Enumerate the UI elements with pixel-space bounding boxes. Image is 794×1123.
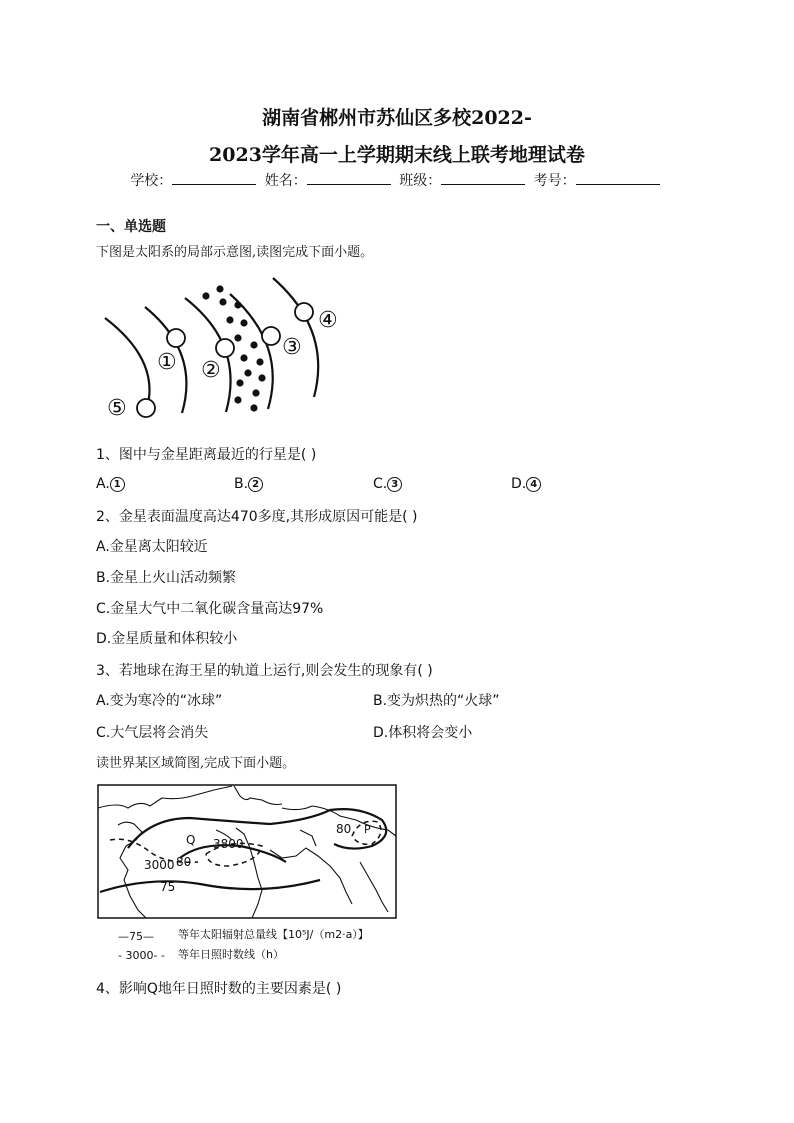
q3-option-b[interactable]: B.变为炽热的“火球” bbox=[373, 693, 500, 709]
title-line-2: 2023学年高一上学期期末线上联考地理试卷 bbox=[209, 144, 585, 166]
legend-text-sunshine: 等年日照时数线（h） bbox=[178, 948, 284, 961]
planet-3 bbox=[262, 327, 280, 345]
map-label-q: Q bbox=[186, 833, 196, 847]
q2-option-b[interactable]: B.金星上火山活动频繁 bbox=[96, 570, 237, 586]
circled-number: 4 bbox=[526, 477, 541, 492]
q1-option-a[interactable]: A. 1 bbox=[96, 476, 125, 492]
map-frame bbox=[98, 785, 396, 918]
label-1: ① bbox=[157, 350, 177, 375]
class-label: 班级： bbox=[399, 173, 442, 189]
q1-option-b[interactable]: B. 2 bbox=[234, 476, 263, 492]
label-4: ④ bbox=[318, 308, 338, 333]
label-2: ② bbox=[201, 358, 221, 383]
circled-number: 2 bbox=[248, 477, 263, 492]
circled-number: 1 bbox=[110, 477, 125, 492]
exam-number-label: 考号： bbox=[533, 173, 576, 189]
q1-option-c[interactable]: C. 3 bbox=[373, 476, 402, 492]
question-4: 4、影响Q地年日照时数的主要因素是( ) bbox=[96, 981, 342, 997]
q1-option-d[interactable]: D. 4 bbox=[511, 476, 541, 492]
planet-5 bbox=[137, 399, 155, 417]
question-2: 2、金星表面温度高达470多度,其形成原因可能是( ) bbox=[96, 509, 418, 525]
map-label-p: P bbox=[364, 823, 371, 836]
map-label-75: 75 bbox=[160, 880, 176, 894]
name-blank[interactable] bbox=[307, 170, 391, 185]
orbit-5 bbox=[105, 318, 149, 408]
question-3: 3、若地球在海王星的轨道上运行,则会发生的现象有( ) bbox=[96, 663, 433, 679]
map-label-80-east: 80 bbox=[336, 822, 352, 836]
q2-option-d[interactable]: D.金星质量和体积较小 bbox=[96, 631, 238, 647]
legend-symbol-radiation: —75— bbox=[118, 930, 154, 943]
map-label-80-west: 80 bbox=[176, 855, 192, 869]
question-1: 1、图中与金星距离最近的行星是( ) bbox=[96, 447, 317, 463]
planet-4 bbox=[295, 303, 313, 321]
exam-number-blank[interactable] bbox=[576, 170, 660, 185]
school-label: 学校： bbox=[130, 173, 173, 189]
circled-number: 3 bbox=[387, 477, 402, 492]
q3-option-c[interactable]: C.大气层将会消失 bbox=[96, 725, 209, 741]
class-blank[interactable] bbox=[441, 170, 525, 185]
title-line-1: 湖南省郴州市苏仙区多校2022- bbox=[262, 107, 532, 129]
solar-system-figure bbox=[95, 270, 355, 430]
orbit-3 bbox=[230, 294, 273, 409]
section-title: 一、单选题 bbox=[96, 219, 166, 235]
planet-1 bbox=[167, 329, 185, 347]
q3-option-a[interactable]: A.变为寒冷的“冰球” bbox=[96, 693, 223, 709]
q3-option-d[interactable]: D.体积将会变小 bbox=[373, 725, 473, 741]
planet-2 bbox=[216, 339, 234, 357]
q2-option-c[interactable]: C.金星大气中二氧化碳含量高达97% bbox=[96, 601, 324, 617]
school-blank[interactable] bbox=[172, 170, 256, 185]
map-label-3800: 3800 bbox=[213, 837, 244, 851]
region-map-figure bbox=[95, 782, 415, 972]
legend-text-radiation: 等年太阳辐射总量线【10⁵J/（m2·a）】 bbox=[178, 928, 369, 941]
legend-symbol-sunshine: - 3000- - bbox=[118, 949, 165, 962]
intro-region-map: 读世界某区域简图,完成下面小题。 bbox=[96, 756, 296, 771]
q2-option-a[interactable]: A.金星离太阳较近 bbox=[96, 539, 208, 555]
intro-solar-system: 下图是太阳系的局部示意图,读图完成下面小题。 bbox=[96, 245, 374, 260]
name-label: 姓名： bbox=[264, 173, 307, 189]
map-label-3000: 3000 bbox=[144, 858, 175, 872]
student-info-row bbox=[0, 170, 794, 190]
label-3: ③ bbox=[282, 335, 302, 360]
label-5: ⑤ bbox=[107, 396, 127, 421]
